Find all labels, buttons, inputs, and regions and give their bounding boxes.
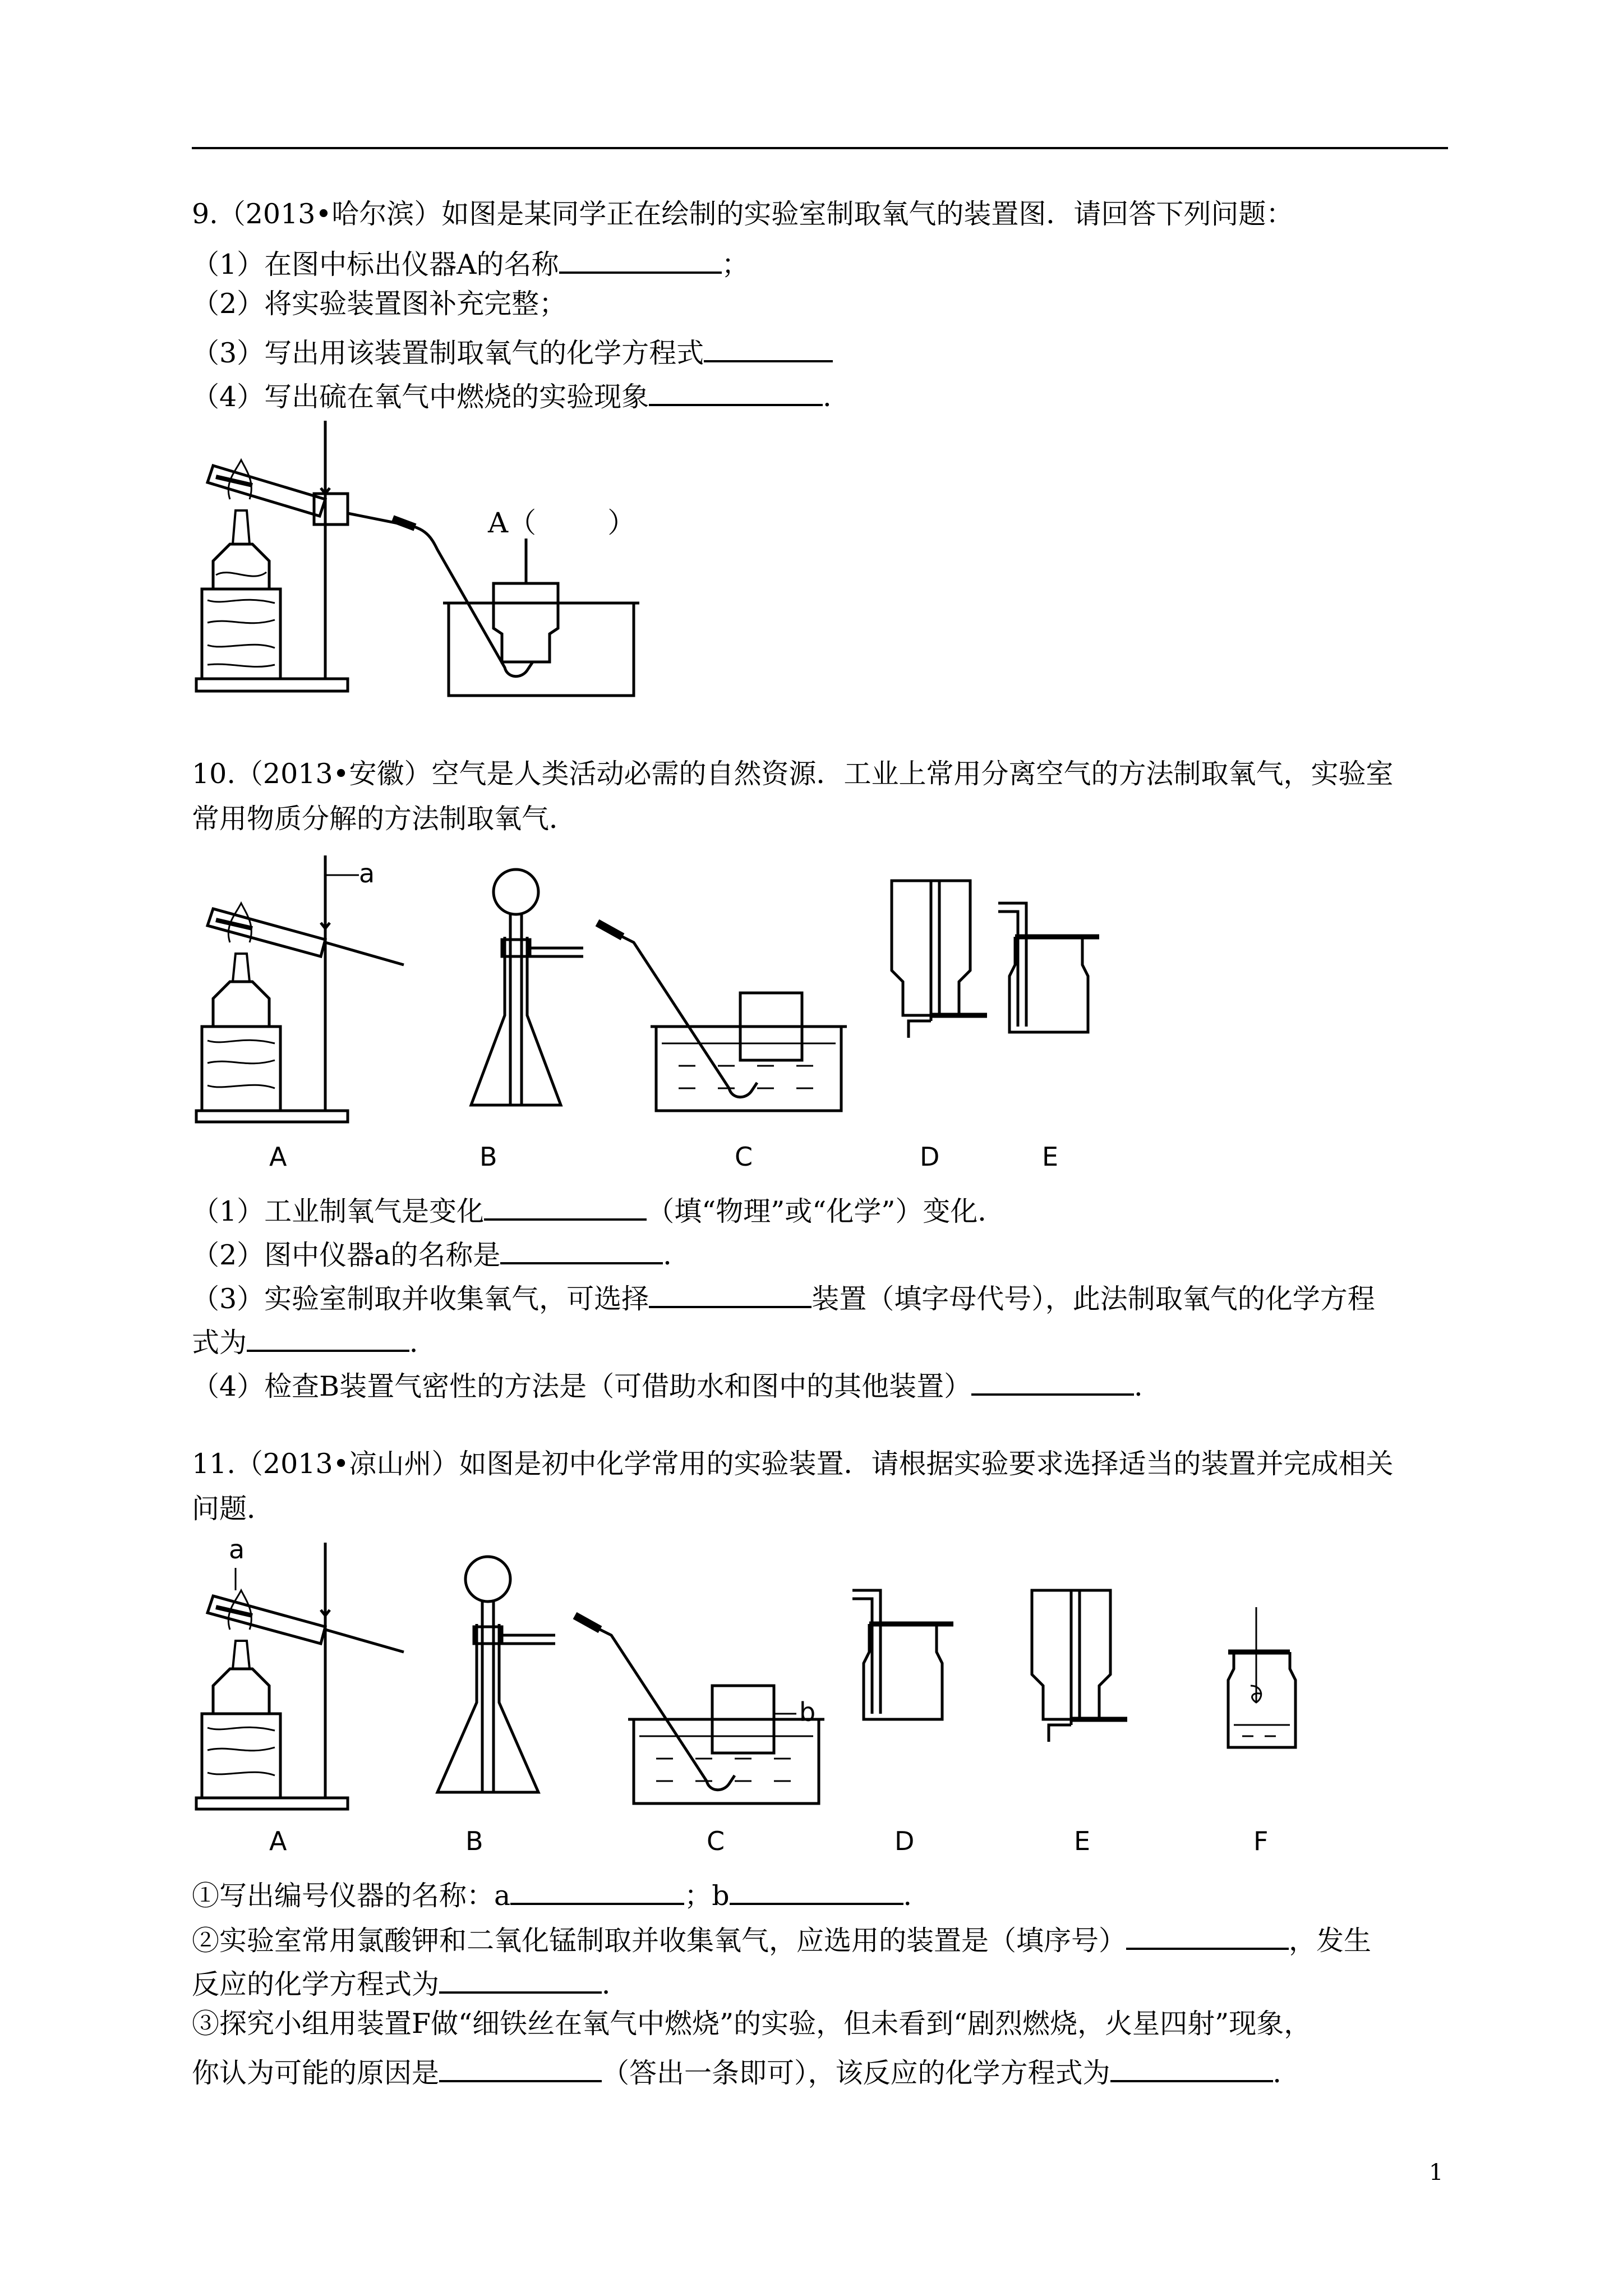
q9-part1: （1）在图中标出仪器A的名称 ； — [192, 242, 749, 282]
figure-label: C — [707, 1826, 725, 1856]
figure-label-a-small: a — [229, 1534, 245, 1565]
figure-label: D — [920, 1142, 940, 1172]
q10-part4: （4）检查B装置气密性的方法是（可借助水和图中的其他装置） ． — [192, 1364, 1161, 1404]
q11-part3-line2: 你认为可能的原因是 （答出一条即可），该反应的化学方程式为 ． — [192, 2051, 1301, 2090]
answer-blank[interactable] — [1126, 1918, 1289, 1950]
answer-blank[interactable] — [484, 1189, 647, 1221]
q11-part1: ①写出编号仪器的名称：a ；b ． — [192, 1874, 931, 1913]
q11-title-line2: 问题． — [192, 1493, 275, 1525]
q10-part3-line2: 式为 ． — [192, 1320, 437, 1360]
answer-blank[interactable] — [649, 1277, 811, 1308]
answer-blank[interactable] — [439, 1962, 602, 1994]
figure-label: E — [1074, 1826, 1091, 1856]
figure-label: A — [269, 1142, 287, 1172]
answer-blank[interactable] — [247, 1320, 409, 1352]
q10-title-line2: 常用物质分解的方法制取氧气． — [192, 803, 577, 835]
q9-part2: （2）将实验装置图补充完整； — [192, 288, 567, 320]
answer-blank[interactable] — [971, 1364, 1134, 1396]
q9-figure — [191, 415, 695, 707]
answer-blank[interactable] — [704, 331, 833, 362]
q11-title-line1: 11.（2013•凉山州）如图是初中化学常用的实验装置．请根据实验要求选择适当的装置并完成相关 — [192, 1448, 1394, 1480]
q11-part2-line2: 反应的化学方程式为 ． — [192, 1962, 629, 2001]
answer-blank[interactable] — [1110, 2051, 1273, 2082]
figure-label: D — [895, 1826, 915, 1856]
figure-label-a: A（ ） — [488, 507, 636, 539]
figure-label: E — [1042, 1142, 1059, 1172]
figure-label: C — [735, 1142, 753, 1172]
q9-part4: （4）写出硫在氧气中燃烧的实验现象 ． — [192, 375, 850, 414]
answer-blank[interactable] — [439, 2051, 602, 2082]
figure-label-a-small: a — [359, 858, 375, 889]
q10-part3: （3）实验室制取并收集氧气，可选择 装置（填字母代号），此法制取氧气的化学方程 — [192, 1277, 1375, 1316]
q11-figure — [191, 1534, 1312, 1865]
answer-blank[interactable] — [500, 1233, 663, 1264]
q10-part2: （2）图中仪器a的名称是 ． — [192, 1233, 690, 1272]
figure-label: F — [1253, 1826, 1269, 1856]
q11-part3: ③探究小组用装置F做“细铁丝在氧气中燃烧”的实验，但未看到“剧烈燃烧，火星四射”现象， — [192, 2008, 1312, 2040]
figure-label: B — [479, 1142, 497, 1172]
answer-blank[interactable] — [559, 242, 722, 274]
answer-blank[interactable] — [730, 1874, 903, 1905]
q11-part2: ②实验室常用氯酸钾和二氧化锰制取并收集氧气，应选用的装置是（填序号） ，发生 — [192, 1918, 1371, 1958]
answer-blank[interactable] — [649, 375, 823, 406]
figure-label-b-small: b — [799, 1697, 816, 1727]
header-rule — [192, 147, 1448, 149]
page-number: 1 — [1429, 2160, 1444, 2185]
q9-part3: （3）写出用该装置制取氧气的化学方程式 — [192, 331, 833, 370]
figure-label: A — [269, 1826, 287, 1856]
q10-part1: （1）工业制氧气是变化 （填“物理”或“化学”）变化． — [192, 1189, 1005, 1228]
q10-figure — [191, 847, 1312, 1172]
q10-title-line1: 10.（2013•安徽）空气是人类活动必需的自然资源．工业上常用分离空气的方法制取氧气，实验室 — [192, 758, 1394, 790]
answer-blank[interactable] — [510, 1874, 684, 1905]
figure-label: B — [465, 1826, 483, 1856]
q9-title: 9.（2013•哈尔滨）如图是某同学正在绘制的实验室制取氧气的装置图．请回答下列问题： — [192, 198, 1294, 230]
